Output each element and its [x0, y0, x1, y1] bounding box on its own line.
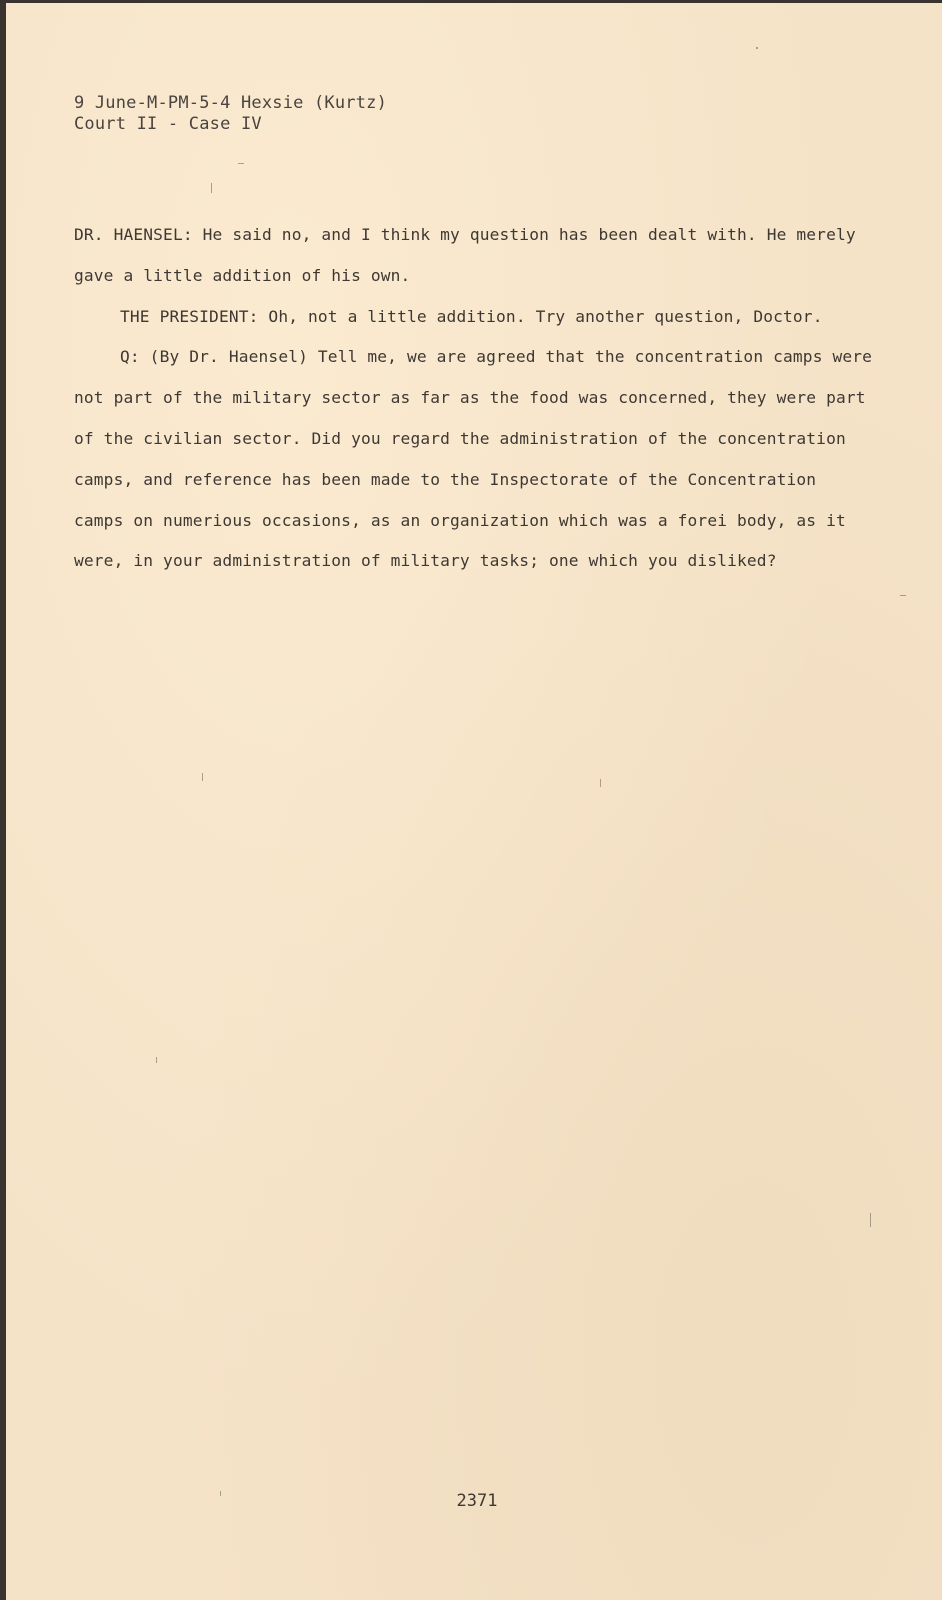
header-line-1: 9 June-M-PM-5-4 Hexsie (Kurtz): [74, 93, 388, 113]
header-line-2: Court II - Case IV: [74, 114, 262, 134]
paper-speck: [600, 779, 601, 787]
paragraph-president: THE PRESIDENT: Oh, not a little addition. Try another question, Doctor.: [120, 306, 823, 326]
transcript-body: [74, 215, 874, 582]
paper-speck: [202, 773, 203, 781]
paper-speck: [156, 1057, 157, 1063]
paper-speck: [238, 163, 244, 164]
paper-speck: [870, 1213, 871, 1227]
page-header: [74, 93, 387, 135]
paper-speck: [211, 183, 212, 193]
paper-speck: [900, 595, 906, 596]
page-number: 2371: [456, 1491, 498, 1511]
paper-speck: [220, 1491, 221, 1496]
paper-speck: [756, 47, 758, 49]
paragraph-question: Q: (By Dr. Haensel) Tell me, we are agreed that the concentration camps were not part of the military sector as far as the food was concerned, they were part of the civilian sector. Did you regard the administration of the concentration camps, and reference has been made to the Inspectorate of the Concentration camps on numerious occasions, as an organization which was a forei body, as it were, in your administration of military tasks; one which you disliked?: [74, 347, 873, 571]
paragraph-haensel: DR. HAENSEL: He said no, and I think my question has been dealt with. He merely gave a little addition of his own.: [74, 225, 856, 285]
